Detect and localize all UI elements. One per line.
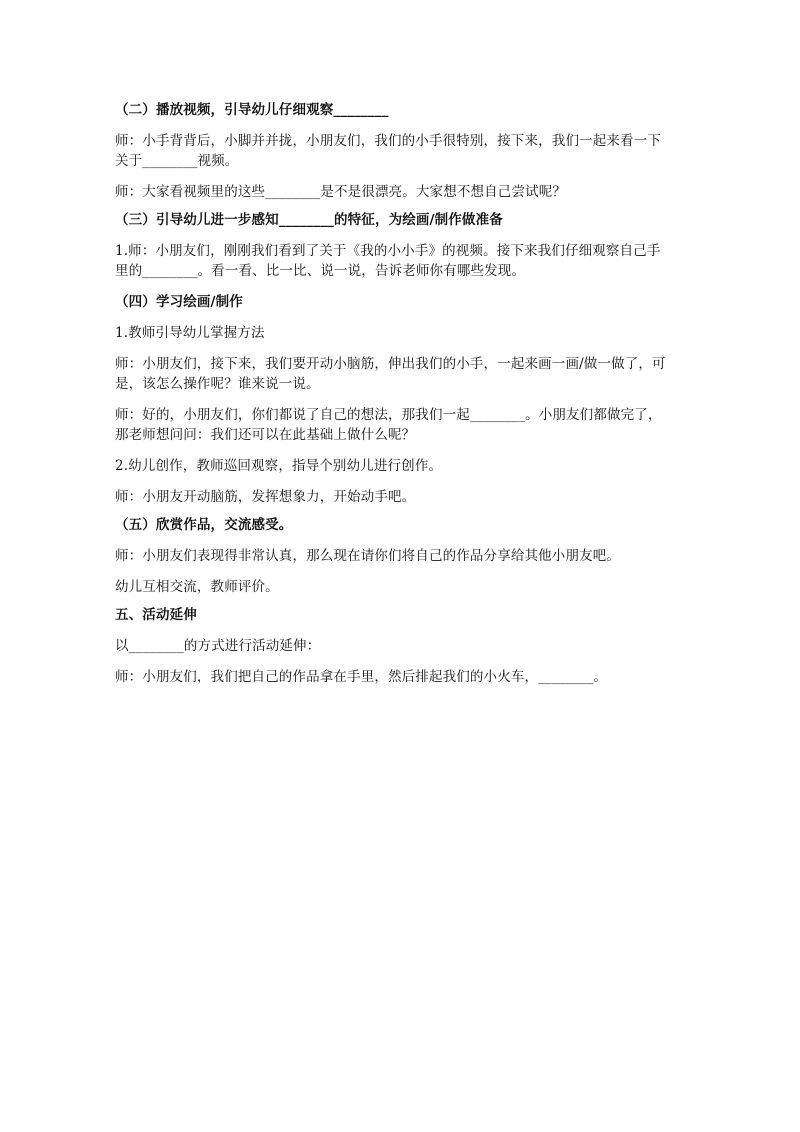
- paragraph: 幼儿互相交流，教师评价。: [115, 579, 279, 595]
- paragraph: 以________的方式进行活动延伸：: [115, 638, 321, 654]
- paragraph-line: 关于________视频。: [115, 153, 239, 169]
- section-heading-learn-drawing: （四）学习绘画/制作: [115, 294, 243, 310]
- paragraph: 师：小朋友们，我们把自己的作品拿在手里，然后排起我们的小火车，________。: [115, 669, 607, 685]
- paragraph: 2.幼儿创作，教师巡回观察，指导个别幼儿进行创作。: [115, 458, 443, 474]
- paragraph-line: 1.师：小朋友们，刚刚我们看到了关于《我的小小手》的视频。接下来我们仔细观察自己手: [115, 243, 661, 259]
- paragraph-line: 那老师想问问：我们还可以在此基础上做什么呢？: [115, 427, 416, 443]
- paragraph-line: 里的________。看一看、比一比、说一说，告诉老师你有哪些发现。: [115, 263, 526, 279]
- paragraph-line: 是，该怎么操作呢？谁来说一说。: [115, 376, 320, 392]
- paragraph-line: 师：小朋友们，接下来，我们要开动小脑筋，伸出我们的小手，一起来画一画/做一做了，可: [115, 356, 666, 372]
- section-heading-appreciate-works: （五）欣赏作品，交流感受。: [115, 517, 293, 533]
- paragraph: 1.教师引导幼儿掌握方法: [115, 325, 265, 341]
- document-body: [115, 100, 690, 687]
- paragraph-line: 师：好的，小朋友们，你们都说了自己的想法，那我们一起________。小朋友们都做完了，: [115, 407, 662, 423]
- section-heading-perceive-features: （三）引导幼儿进一步感知________的特征，为绘画/制作做准备: [115, 212, 503, 228]
- paragraph-line: 师：小手背背后，小脚并并拢，小朋友们，我们的小手很特别，接下来，我们一起来看一下: [115, 133, 661, 149]
- section-heading-play-video: （二）播放视频，引导幼儿仔细观察________: [115, 102, 389, 118]
- paragraph: 师：小朋友开动脑筋，发挥想象力，开始动手吧。: [115, 489, 416, 505]
- section-heading-activity-extension: 五、活动延伸: [115, 607, 197, 623]
- paragraph: 师：大家看视频里的这些________是不是很漂亮。大家想不想自己尝试呢？: [115, 184, 567, 200]
- paragraph: 师：小朋友们表现得非常认真，那么现在请你们将自己的作品分享给其他小朋友吧。: [115, 548, 621, 564]
